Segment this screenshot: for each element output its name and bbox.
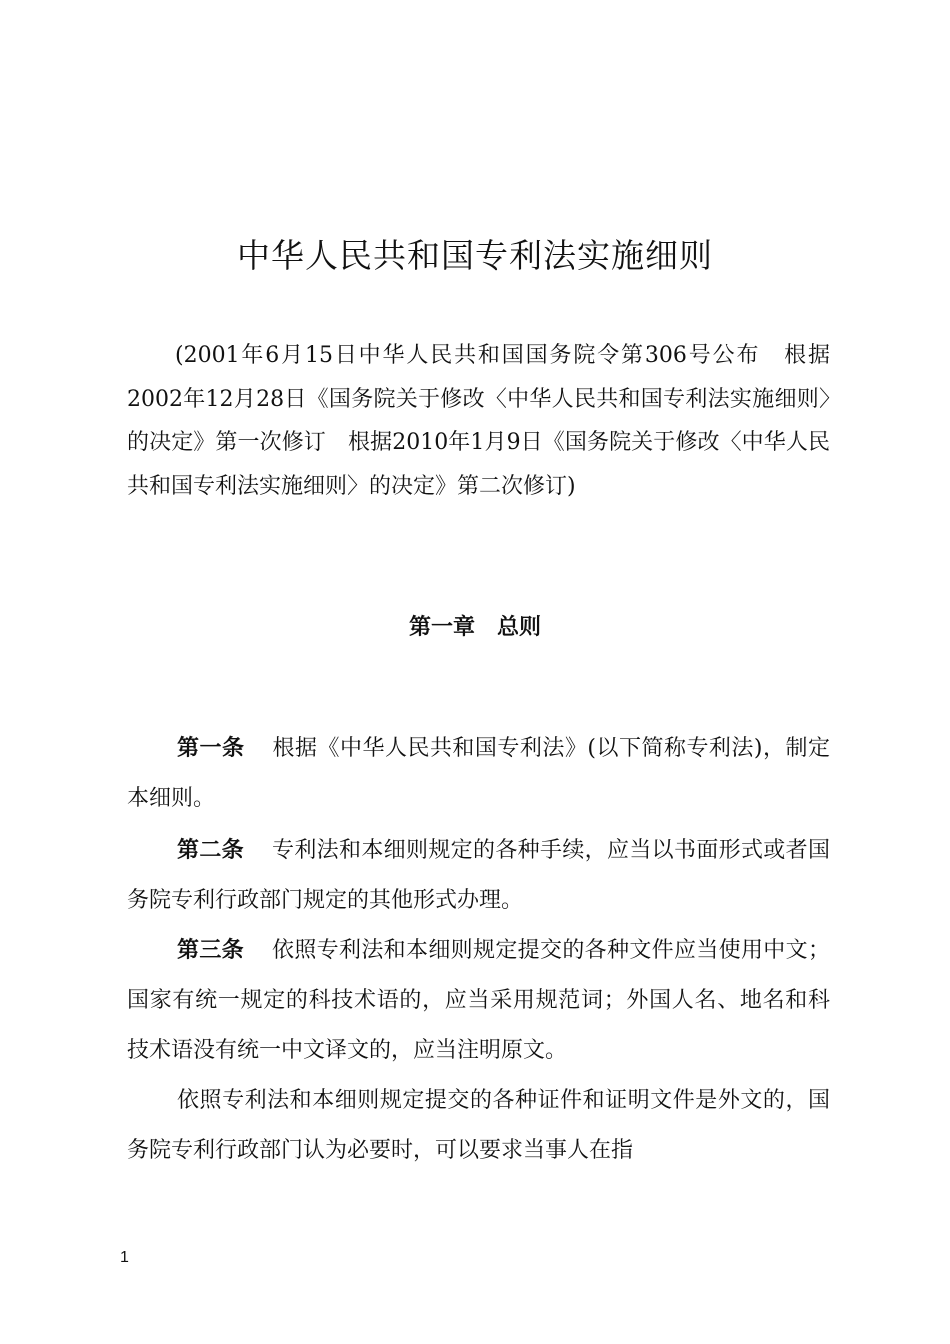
article-3-continuation: 依照专利法和本细则规定提交的各种证件和证明文件是外文的，国务院专利行政部门认为必要时，可以要求当事人在指 [127, 1088, 830, 1163]
article-3-heading: 第三条 [177, 938, 244, 963]
article-3 [127, 926, 830, 1076]
article-2-text: 专利法和本细则规定的各种手续，应当以书面形式或者国务院专利行政部门规定的其他形式办理。 [127, 838, 830, 913]
article-2 [127, 826, 830, 926]
article-1-text: 根据《中华人民共和国专利法》(以下简称专利法)，制定本细则。 [127, 736, 830, 811]
chapter-heading: 第一章 总则 [408, 615, 541, 640]
preamble-paragraph: (2001年6月15日中华人民共和国国务院令第306号公布 根据2002年12月28日《国务院关于修改〈中华人民共和国专利法实施细则〉的决定》第一次修订 根据2010年1月9日《国务院关于修改〈中华人民共和国专利法实施细则〉的决定》第二次修订) [127, 343, 830, 499]
article-2-heading: 第二条 [177, 838, 244, 863]
article-3-text: 依照专利法和本细则规定提交的各种文件应当使用中文；国家有统一规定的科技术语的，应当采用规范词；外国人名、地名和科技术语没有统一中文译文的，应当注明原文。 [127, 938, 830, 1063]
document-title: 中华人民共和国专利法实施细则 [237, 236, 713, 275]
article-1 [127, 724, 830, 824]
page-number: 1 [120, 1249, 129, 1266]
article-1-heading: 第一条 [177, 736, 245, 761]
